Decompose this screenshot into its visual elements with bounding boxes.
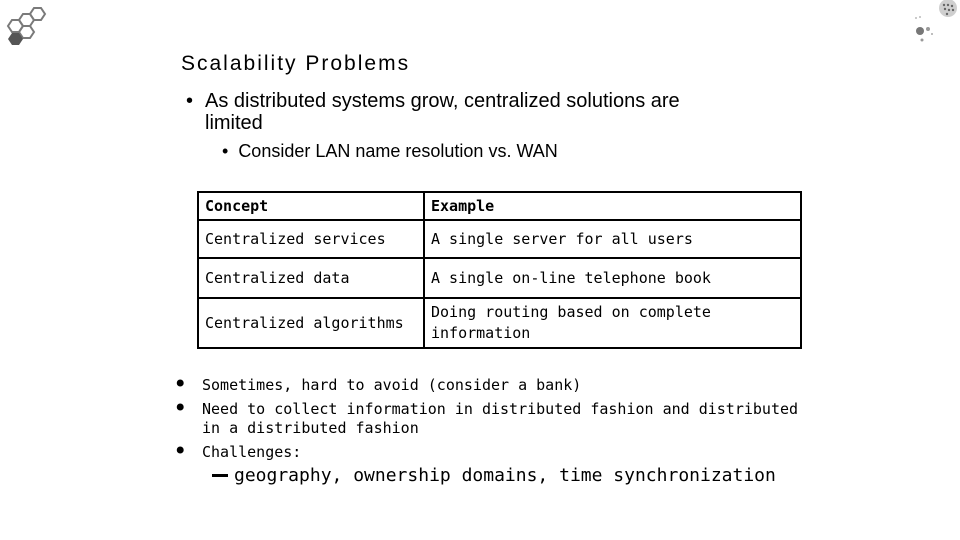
bullet-text-line: limited xyxy=(205,112,263,134)
sub-bullet-lan-wan xyxy=(222,141,558,162)
dotted-sphere-logo-icon xyxy=(908,0,960,44)
bullet-glyph: • xyxy=(173,370,188,398)
sub-list-item: geography, ownership domains, time synchronization xyxy=(234,465,776,486)
bullet-glyph: • xyxy=(173,394,188,422)
table-header-row xyxy=(198,192,801,220)
table-row xyxy=(198,220,801,258)
table-cell-line: Doing routing based on complete xyxy=(431,303,711,321)
table-cell: A single on-line telephone book xyxy=(424,258,801,298)
bullet-glyph: • xyxy=(222,141,229,161)
hexagon-logo-icon xyxy=(4,4,52,52)
list-item-continuation: in a distributed fashion xyxy=(202,419,419,437)
dash-bullet-icon xyxy=(212,474,228,477)
list-item: Sometimes, hard to avoid (consider a bank) xyxy=(202,376,582,394)
table-row xyxy=(198,298,801,348)
list-item: Need to collect information in distributed fashion and distributed xyxy=(202,400,799,418)
bullet-glyph: • xyxy=(173,437,188,465)
list-item: Challenges: xyxy=(202,443,302,461)
table-cell: Centralized services xyxy=(198,220,424,258)
concept-example-table xyxy=(197,191,802,349)
table-cell-line: information xyxy=(431,324,531,342)
table-cell xyxy=(424,298,801,348)
bullet-text-line: As distributed systems grow, centralized solutions are xyxy=(205,90,680,112)
table-row xyxy=(198,258,801,298)
sub-bullet-text: Consider LAN name resolution vs. WAN xyxy=(238,141,558,161)
table-header-cell: Concept xyxy=(198,192,424,220)
table-cell: Centralized algorithms xyxy=(198,298,424,348)
table-cell: A single server for all users xyxy=(424,220,801,258)
table-header-cell: Example xyxy=(424,192,801,220)
bullet-distributed-growth xyxy=(186,90,680,134)
bullet-text xyxy=(205,90,805,134)
slide-title: Scalability Problems xyxy=(181,52,411,75)
bullet-glyph: • xyxy=(186,90,194,112)
table-cell: Centralized data xyxy=(198,258,424,298)
